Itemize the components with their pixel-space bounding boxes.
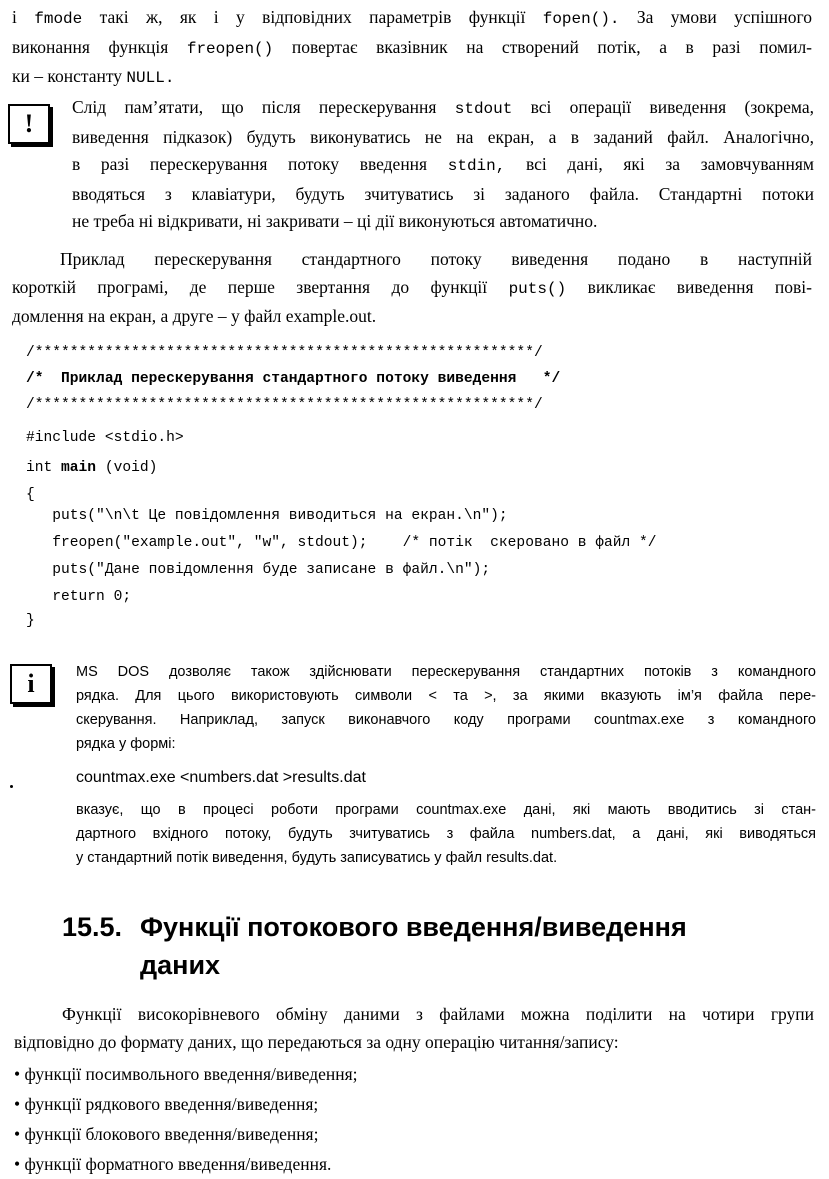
code-listing [26,345,657,629]
warning-note-line-5: не треба ні відкривати, ні закривати – ці дії виконуються автоматично. [72,211,598,231]
example-intro-paragraph [12,246,812,331]
info-note-line-1: MS DOS дозволяє також здійснювати перескерування стандартних потоків з командного [76,664,816,680]
warning-icon: ! [8,104,50,144]
section-intro-line-2: відповідно до формату даних, що передаються за одну операцію читання/запису: [14,1031,619,1052]
section-heading [62,908,687,984]
list-item: • функції посимвольного введення/виведення; [14,1064,358,1084]
section-intro-paragraph [14,1001,814,1056]
section-title-line-1: Функції потокового введення/виведення [140,912,687,942]
section-intro-line-1: Функції високорівневого обміну даними з файлами можна поділити на чотири групи [62,1004,814,1024]
margin-dot [10,785,13,788]
info-note-line-7: у стандартний потік виведення, будуть записуватись у файл results.dat. [76,850,558,866]
code-include-line: #include <stdio.h> [26,430,184,446]
example-intro-line-2: короткій програмі, де перше звертання до функції puts() викликає виведення пові- [12,276,812,298]
info-note-line-3: скерування. Наприклад, запуск виконавчого коду програми countmax.exe з командного [76,712,816,728]
code-comment-title: /* Приклад перескерування стандартного потоку виведення */ [26,371,561,387]
info-note-command: countmax.exe <numbers.dat >results.dat [76,769,366,786]
warning-note-line-3: в разі перескерування потоку введення stdin, всі дані, які за замовчуванням [72,154,815,175]
section-heading-line-1 [62,908,687,946]
info-note-line-5: вказує, що в процесі роботи програми countmax.exe дані, які мають вводитись зі стан- [76,802,816,818]
code-freopen-line: freopen("example.out", "w", stdout); /* потік скеровано в файл */ [26,535,657,551]
code-open-brace: { [26,487,35,503]
code-return-line: return 0; [26,589,132,605]
function-groups-list [14,1059,358,1179]
intro-line-2: виконання функція freopen() повертає вказівник на створений потік, а в разі помил- [12,36,813,58]
intro-paragraph [12,4,812,93]
intro-line-3: ки – константу NULL. [12,66,175,87]
warning-note-line-2: виведення підказок) будуть виконуватись не на екран, а в заданий файл. Аналогічно, [72,126,814,147]
warning-note-line-1: Слід пам’ятати, що після перескерування stdout всі операції виведення (зокрема, [72,97,815,118]
info-note-line-4: рядка у формі: [76,736,176,752]
code-comment-border-top: /*********************************************************/ [26,345,543,361]
section-number: 15.5. [62,912,123,942]
code-comment-border-bottom: /*********************************************************/ [26,397,543,413]
example-intro-line-1: Приклад перескерування стандартного потоку виведення подано в наступній [60,249,812,269]
info-note [76,660,816,870]
intro-line-1: i fmode такі ж, як і у відповідних параметрів функції fopen(). За умови успішного [12,7,812,28]
code-close-brace: } [26,613,35,629]
list-item: • функції блокового введення/виведення; [14,1124,319,1144]
example-intro-line-3: домлення на екран, а друге – у файл example.out. [12,306,377,326]
info-icon: i [10,664,52,704]
code-puts-screen-line: puts("\n\t Це повідомлення виводиться на екран.\n"); [26,508,508,524]
warning-note [72,94,814,236]
section-title-line-2: даних [140,950,221,980]
warning-note-line-4: вводяться з клавіатури, будуть зчитуватись зі заданого файла. Стандартні потоки [72,183,814,204]
list-item: • функції рядкового введення/виведення; [14,1094,319,1114]
list-item: • функції форматного введення/виведення. [14,1154,332,1174]
info-note-line-2: рядка. Для цього використовують символи < та >, за якими вказують ім’я файла пере- [76,688,816,704]
info-note-line-6: дартного вхідного потоку, будуть зчитуватись з файла numbers.dat, а дані, які виводяться [76,826,816,842]
code-main-signature: int main (void) [26,460,158,476]
code-puts-file-line: puts("Дане повідомлення буде записане в файл.\n"); [26,562,491,578]
